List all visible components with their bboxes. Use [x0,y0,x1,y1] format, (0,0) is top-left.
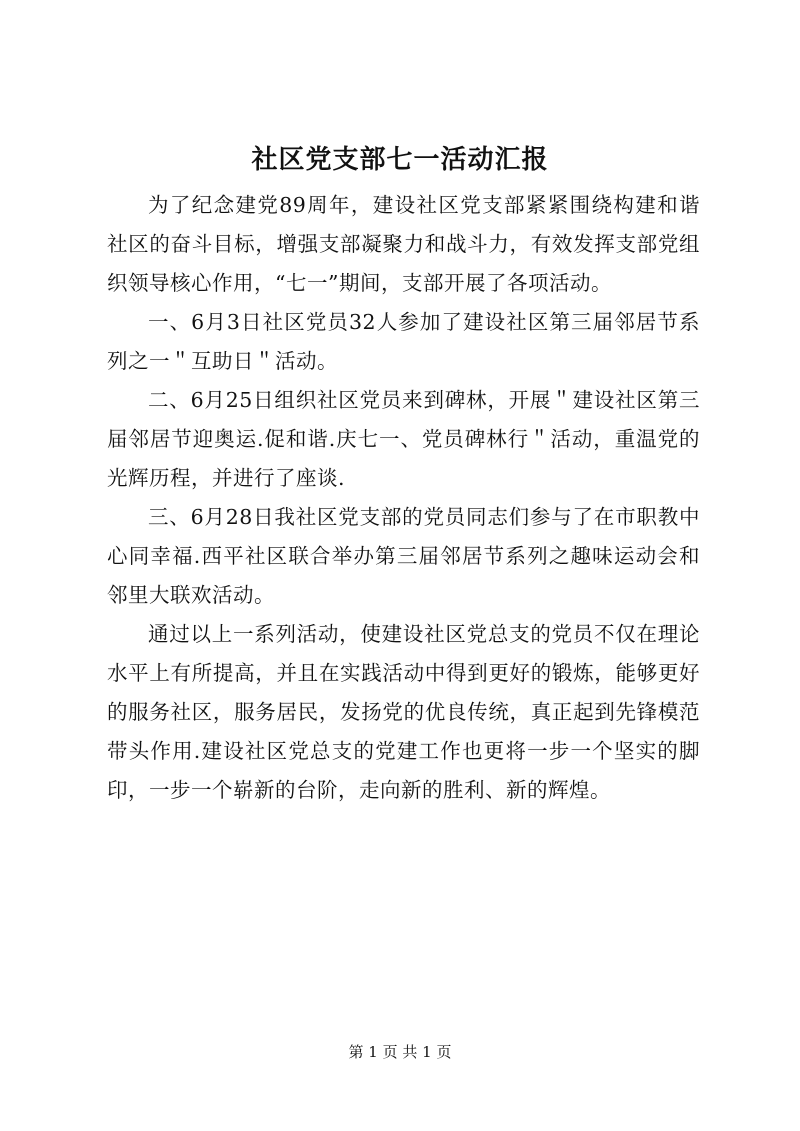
paragraph-item-3: 三、6月28日我社区党支部的党员同志们参与了在市职教中心同幸福.西平社区联合举办第三届邻居节系列之趣味运动会和邻里大联欢活动。 [107,505,700,607]
paragraph-item-2: 二、6月25日组织社区党员来到碑林，开展＂建设社区第三届邻居节迎奥运.促和谐.庆七一、党员碑林行＂活动，重温党的光辉历程，并进行了座谈. [107,388,700,490]
paragraph-conclusion: 通过以上一系列活动，使建设社区党总支的党员不仅在理论水平上有所提高，并且在实践活动中得到更好的锻炼，能够更好的服务社区，服务居民，发扬党的优良传统，真正起到先锋模范带头作用.建设社区党总支的党建工作也更将一步一个坚实的脚印，一步一个崭新的台阶，走向新的胜利、新的辉煌。 [107,622,700,802]
document-body [107,186,700,810]
paragraph-intro: 为了纪念建党89周年，建设社区党支部紧紧围绕构建和谐社区的奋斗目标，增强支部凝聚力和战斗力，有效发挥支部党组织领导核心作用，“七一”期间，支部开展了各项活动。 [107,193,700,295]
page-footer: 第 1 页 共 1 页 [348,1043,452,1061]
paragraph-item-1: 一、6月3日社区党员32人参加了建设社区第三届邻居节系列之一＂互助日＂活动。 [107,310,700,373]
page-title: 社区党支部七一活动汇报 [251,145,549,175]
